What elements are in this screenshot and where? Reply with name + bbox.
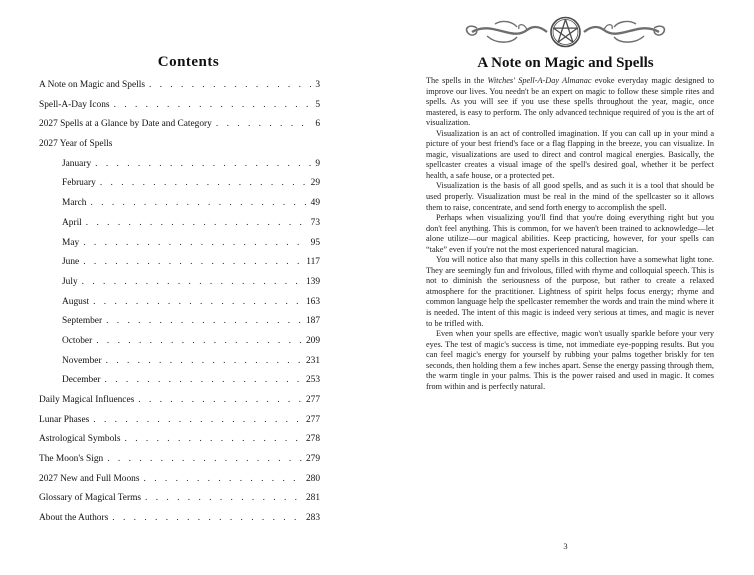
toc-entry-label: November [62, 355, 102, 366]
toc-entry[interactable] [39, 139, 320, 159]
toc-leader-dots [106, 356, 302, 366]
toc-entry[interactable] [39, 238, 320, 258]
toc-leader-dots [95, 159, 311, 169]
toc-entry[interactable] [39, 415, 320, 435]
toc-entry-page: 277 [305, 414, 320, 425]
paragraph-1: The spells in the Witches' Spell-A-Day Almanac evoke everyday magic designed to improve our lives. You needn't be an expert on magic to follow these simple rites and spells. As you will see if you use these spells throughout the year, magic, once mastered, is easy to perform. The only advanced technique required of you is the art of visualization. [426, 76, 714, 128]
paragraph-6: Even when your spells are effective, magic won't usually sparkle before your very eyes. The test of magic's success is time, not immediate eye-popping results. But you can feel magic's energy for yourself by rubbing your palms together briskly for ten seconds, then holding them a few inches apart. Sense the energy passing through them, the warm tingle in your palms. This is the power raised and used in magic. It comes from within and is perfectly natural. [426, 329, 714, 391]
toc-entry-page: 278 [305, 434, 320, 445]
toc-entry-label: 2027 Year of Spells [39, 139, 113, 150]
toc-entry[interactable] [39, 277, 320, 297]
toc-leader-dots [105, 375, 302, 385]
paragraph-4: Perhaps when visualizing you'll find that you're doing everything right but you don't feel anything. This is common, for we haven't been trained to acknowledge—let alone utilize—our magical abilities. Keep practicing, however, for your spells can “take” even if you're not the most experienced natural magician. [426, 213, 714, 254]
toc-entry-label: The Moon's Sign [39, 454, 104, 465]
toc-entry-page: 3 [315, 80, 320, 90]
toc-entry-label: September [62, 316, 103, 327]
toc-entry-label: Daily Magical Influences [39, 395, 135, 405]
toc-leader-dots [114, 100, 312, 110]
toc-entry-label: February [62, 178, 96, 189]
toc-entry-page: 253 [305, 375, 320, 386]
toc-leader-dots [83, 238, 306, 248]
toc-entry[interactable] [39, 336, 320, 356]
paragraph-3: Visualization is the basis of all good spells, and as such it is a tool that should be used properly. Visualization must be real in the mind of the spellcaster so it allows them to raise, concentrate, and send forth energy to accomplish the spell. [426, 181, 714, 212]
toc-entry-label: 2027 New and Full Moons [39, 473, 140, 484]
toc-entry[interactable] [39, 178, 320, 198]
toc-entry-label: January [62, 158, 92, 169]
body-text [426, 76, 714, 392]
toc-entry[interactable] [39, 159, 320, 179]
toc-entry-page: 139 [305, 276, 320, 287]
toc-entry-page: 279 [305, 454, 320, 465]
toc-leader-dots [93, 415, 302, 425]
toc-entry-label: October [62, 335, 93, 346]
toc-entry-label: Astrological Symbols [39, 434, 121, 445]
paragraph-5: You will notice also that many spells in this collection have a somewhat light tone. They are seemingly fun and frivolous, filled with rhyme and colloquial speech. This is not to diminish the seriousness of the purpose, but rather to create a relaxed atmosphere for the practitioner. Lightness of spirit helps focus energy; rhyme and common language help the spellcaster remember the words and train the mind where it is needed. The intent of this magic is indeed very serious at times, and magic is never to be trifled with. [426, 255, 714, 328]
note-page [377, 0, 754, 575]
toc-leader-dots [149, 80, 311, 90]
toc-leader-dots [125, 434, 302, 444]
toc-entry-label: 2027 Spells at a Glance by Date and Category [39, 119, 212, 130]
toc-leader-dots [106, 316, 302, 326]
almanac-title: Witches' Spell-A-Day Almanac [487, 76, 592, 85]
toc-entry-page: 9 [315, 158, 320, 169]
toc-entry-label: April [62, 217, 82, 228]
toc-entry[interactable] [39, 119, 320, 139]
toc-entry-page: 231 [305, 355, 320, 366]
toc-entry-page: 6 [315, 119, 320, 130]
toc-entry-page: 280 [305, 473, 320, 484]
toc-entry[interactable] [39, 375, 320, 395]
toc-entry[interactable] [39, 474, 320, 494]
toc-entry[interactable] [39, 356, 320, 376]
toc-leader-dots [83, 257, 302, 267]
toc-leader-dots [100, 178, 307, 188]
toc-entry-label: A Note on Magic and Spells [39, 80, 145, 90]
toc-entry[interactable] [39, 513, 320, 533]
toc-entry-label: March [62, 198, 87, 209]
toc-entry-page: 73 [310, 217, 320, 228]
toc-entry-page: 95 [310, 237, 320, 248]
toc-leader-dots [144, 474, 302, 484]
toc-leader-dots [93, 297, 302, 307]
toc-entry-page: 5 [315, 99, 320, 110]
toc-entry[interactable] [39, 395, 320, 415]
toc-entry-page: 209 [305, 335, 320, 346]
toc-leader-dots [82, 277, 302, 287]
toc-entry[interactable] [39, 100, 320, 120]
toc-entry[interactable] [39, 257, 320, 277]
toc-entry[interactable] [39, 316, 320, 336]
toc-entry-page: 277 [305, 395, 320, 405]
toc-entry-label: June [62, 257, 80, 268]
toc-entry-page: 281 [305, 493, 320, 504]
toc-entry[interactable] [39, 454, 320, 474]
table-of-contents [39, 80, 320, 533]
page-number: 3 [563, 541, 568, 551]
toc-entry-label: July [62, 276, 78, 287]
toc-entry-page: 283 [305, 513, 320, 524]
pentacle-ornament [377, 15, 754, 49]
toc-entry[interactable] [39, 297, 320, 317]
paragraph-2: Visualization is an act of controlled imagination. If you can call up in your mind a picture of your best friend's face or a flag flapping in the breeze, you can visualize. In magic, visualizations are used to direct and control magical energies. Basically, the spellcaster creates a visual image of the spell's desired goal, whether it be perfect health, a safe house, or a protected pet. [426, 128, 714, 180]
pentacle-icon [551, 18, 580, 47]
toc-entry[interactable] [39, 218, 320, 238]
toc-entry[interactable] [39, 434, 320, 454]
toc-entry-label: About the Authors [39, 513, 109, 524]
toc-entry-page: 117 [306, 257, 320, 268]
toc-leader-dots [138, 395, 302, 405]
toc-entry-label: May [62, 237, 80, 248]
toc-entry-label: Glossary of Magical Terms [39, 493, 142, 504]
toc-leader-dots [145, 493, 302, 503]
note-title: A Note on Magic and Spells [477, 55, 654, 71]
toc-entry-label: December [62, 375, 101, 386]
toc-leader-dots [90, 198, 306, 208]
contents-title: Contents [157, 54, 220, 70]
toc-leader-dots [86, 218, 307, 228]
toc-leader-dots [107, 454, 302, 464]
toc-entry[interactable] [39, 80, 320, 100]
toc-entry-page: 187 [305, 316, 320, 327]
toc-entry-page: 163 [305, 296, 320, 307]
toc-entry-page: 49 [310, 198, 320, 209]
toc-entry-label: Spell-A-Day Icons [39, 99, 110, 110]
toc-leader-dots [112, 513, 302, 523]
toc-leader-dots [96, 336, 302, 346]
toc-leader-dots [216, 119, 311, 129]
toc-entry-label: Lunar Phases [39, 414, 90, 425]
toc-entry-page: 29 [310, 178, 320, 189]
toc-entry[interactable] [39, 493, 320, 513]
toc-entry[interactable] [39, 198, 320, 218]
toc-entry-label: August [62, 296, 90, 307]
